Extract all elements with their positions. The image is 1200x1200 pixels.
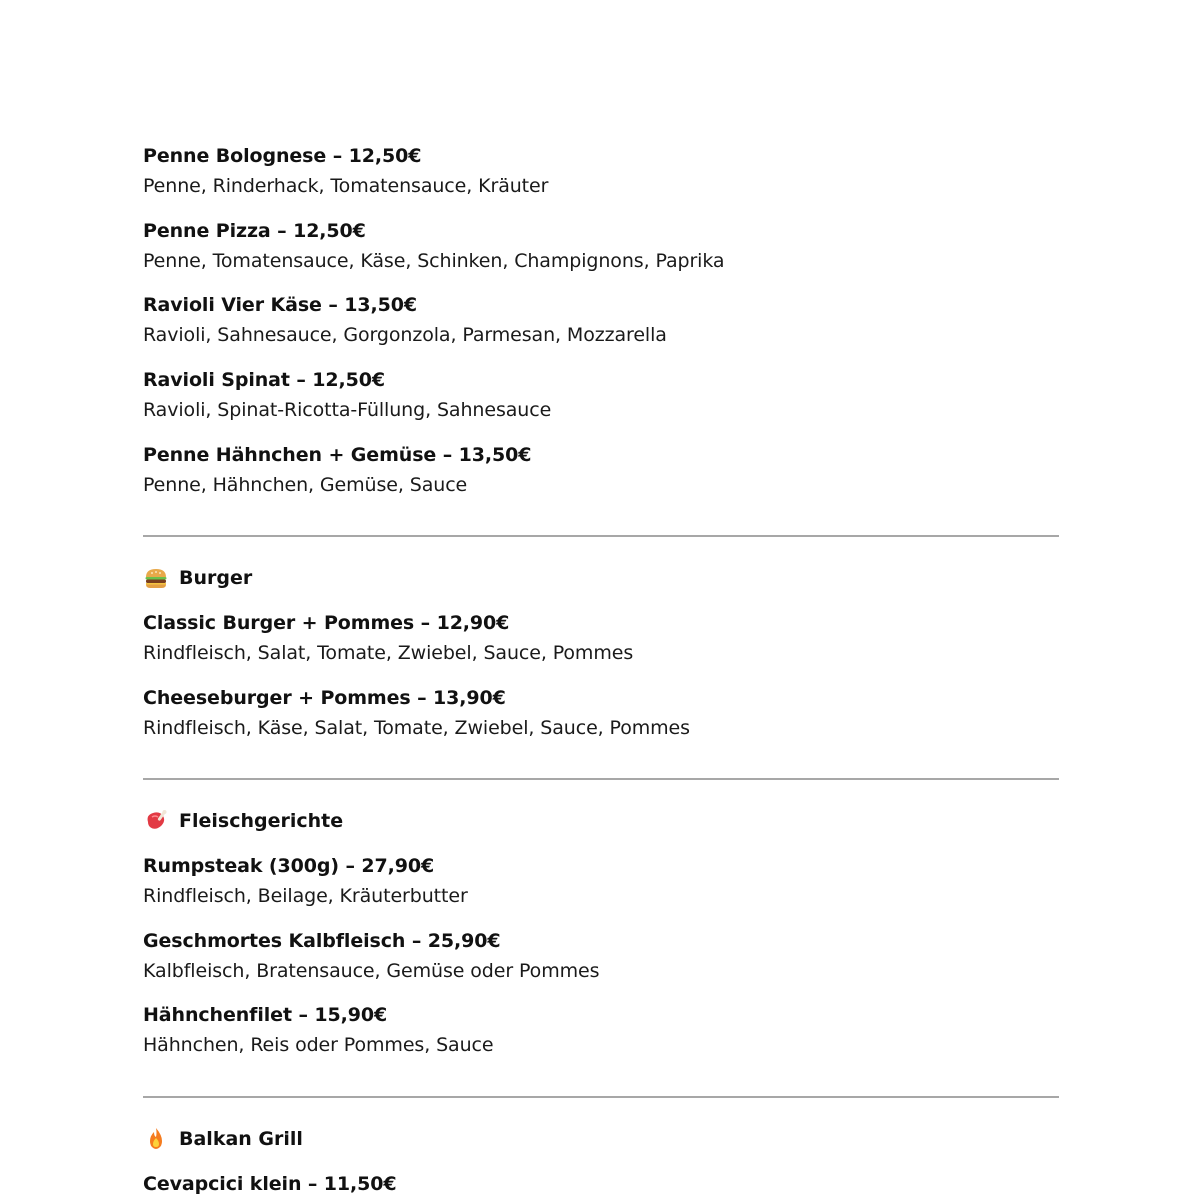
menu-item-title: Rumpsteak (300g) – 27,90€ <box>143 855 435 877</box>
menu-item <box>143 220 724 272</box>
section-heading-balkan-grill <box>143 1126 303 1152</box>
menu-item <box>143 855 468 907</box>
section-title: Burger <box>179 567 253 589</box>
menu-item-title: Penne Bolognese – 12,50€ <box>143 145 422 167</box>
menu-item-description: Rindfleisch, Salat, Tomate, Zwiebel, Sauce, Pommes <box>143 642 634 664</box>
meat-icon <box>143 808 169 834</box>
burger-icon <box>143 565 169 591</box>
menu-page <box>143 0 1059 1200</box>
menu-item-description: Ravioli, Sahnesauce, Gorgonzola, Parmesan, Mozzarella <box>143 324 667 346</box>
menu-item-title: Cevapcici klein – 11,50€ <box>143 1173 397 1195</box>
section-heading-fleischgerichte <box>143 808 343 834</box>
section-divider <box>143 535 1059 537</box>
menu-item <box>143 930 599 982</box>
menu-item-description: Penne, Tomatensauce, Käse, Schinken, Champignons, Paprika <box>143 250 725 272</box>
menu-item-description: Ravioli, Spinat-Ricotta-Füllung, Sahnesauce <box>143 399 552 421</box>
menu-item-title: Cheeseburger + Pommes – 13,90€ <box>143 687 506 709</box>
menu-item-title: Hähnchenfilet – 15,90€ <box>143 1004 388 1026</box>
menu-item <box>143 687 690 739</box>
menu-item <box>143 369 551 421</box>
section-heading-burger <box>143 565 252 591</box>
menu-item-description: Penne, Hähnchen, Gemüse, Sauce <box>143 474 468 496</box>
menu-item <box>143 1004 493 1056</box>
menu-item-title: Geschmortes Kalbfleisch – 25,90€ <box>143 930 501 952</box>
section-title: Fleischgerichte <box>179 810 344 832</box>
menu-item-description: Kalbfleisch, Bratensauce, Gemüse oder Pommes <box>143 960 600 982</box>
menu-item <box>143 145 548 197</box>
menu-item-title: Ravioli Spinat – 12,50€ <box>143 369 386 391</box>
menu-item <box>143 1173 397 1195</box>
menu-item <box>143 612 633 664</box>
menu-item-description: Hähnchen, Reis oder Pommes, Sauce <box>143 1034 494 1056</box>
menu-item-description: Rindfleisch, Beilage, Kräuterbutter <box>143 885 468 907</box>
menu-item <box>143 444 531 496</box>
section-title: Balkan Grill <box>179 1128 303 1150</box>
menu-item-description: Penne, Rinderhack, Tomatensauce, Kräuter <box>143 175 549 197</box>
menu-item-description: Rindfleisch, Käse, Salat, Tomate, Zwiebel, Sauce, Pommes <box>143 717 690 739</box>
menu-item-title: Penne Pizza – 12,50€ <box>143 220 366 242</box>
menu-item-title: Ravioli Vier Käse – 13,50€ <box>143 294 417 316</box>
section-divider <box>143 1096 1059 1098</box>
section-divider <box>143 778 1059 780</box>
menu-item-title: Classic Burger + Pommes – 12,90€ <box>143 612 510 634</box>
menu-item <box>143 294 667 346</box>
menu-item-title: Penne Hähnchen + Gemüse – 13,50€ <box>143 444 532 466</box>
fire-icon <box>143 1126 169 1152</box>
